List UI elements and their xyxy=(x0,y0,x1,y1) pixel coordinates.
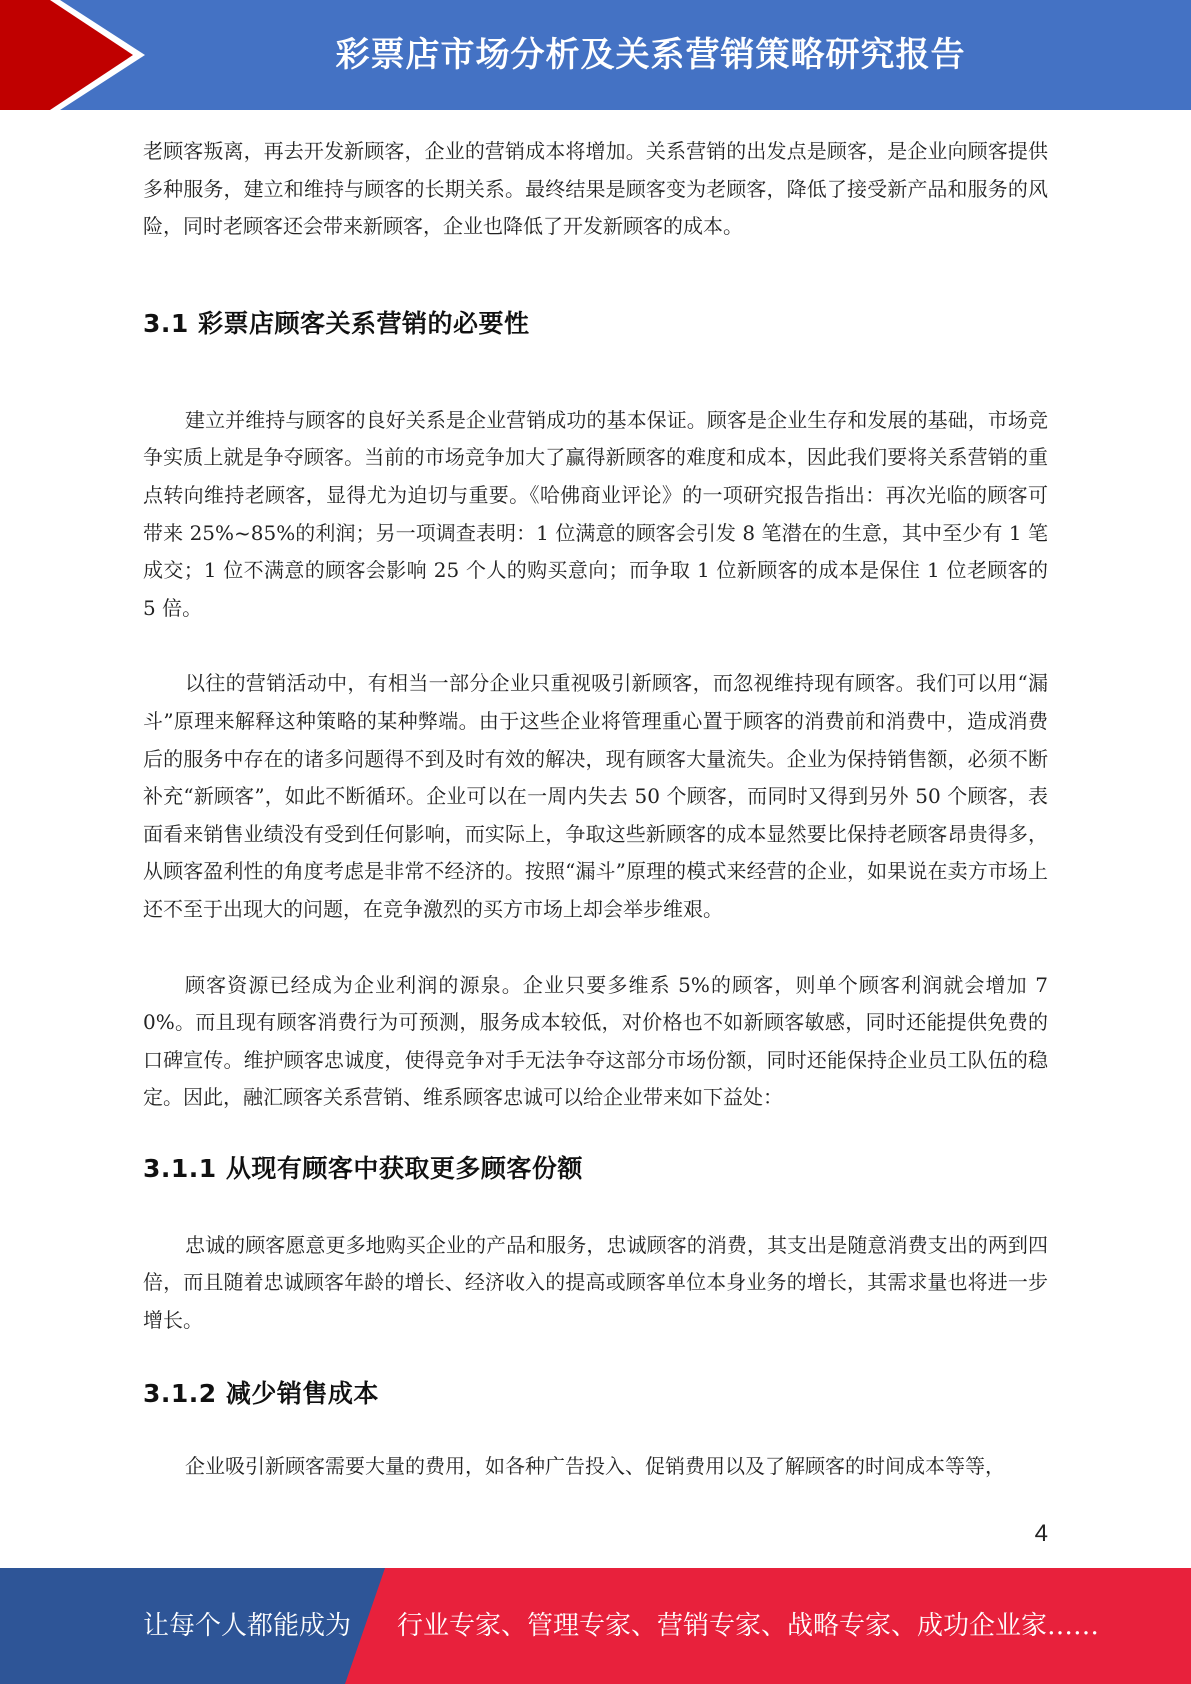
section-3-1-paragraph-2: 以往的营销活动中，有相当一部分企业只重视吸引新顾客，而忽视维持现有顾客。我们可以用“漏斗”原理来解释这种策略的某种弊端。由于这些企业将管理重心置于顾客的消费前和消费中，造成消费后的服务中存在的诸多问题得不到及时有效的解决，现有顾客大量流失。企业为保持销售额，必须不断补充“新顾客”，如此不断循环。企业可以在一周内失去 50 个顾客，而同时又得到另外 50 个顾客，表面看来销售业绩没有受到任何影响，而实际上，争取这些新顾客的成本显然要比保持老顾客昂贵得多，从顾客盈利性的角度考虑是非常不经济的。按照“漏斗”原理的模式来经营的企业，如果说在卖方市场上还不至于出现大的问题，在竞争激烈的买方市场上却会举步维艰。 xyxy=(143,671,1048,921)
footer-slogan-right: 行业专家、管理专家、营销专家、战略专家、成功企业家…… xyxy=(397,1611,1100,1641)
page-body xyxy=(143,133,1048,1485)
section-3-1-2-paragraph: 企业吸引新顾客需要大量的费用，如各种广告投入、促销费用以及了解顾客的时间成本等等， xyxy=(185,1453,1005,1478)
document-title: 彩票店市场分析及关系营销策略研究报告 xyxy=(335,35,966,75)
section-3-1-paragraph-1: 建立并维持与顾客的良好关系是企业营销成功的基本保证。顾客是企业生存和发展的基础，市场竞争实质上就是争夺顾客。当前的市场竞争加大了赢得新顾客的难度和成本，因此我们要将关系营销的重点转向维持老顾客，显得尤为迫切与重要。《哈佛商业评论》的一项研究报告指出：再次光临的顾客可带来 25%~85%的利润；另一项调查表明：1 位满意的顾客会引发 8 笔潜在的生意，其中至少有 1 笔成交；1 位不满意的顾客会影响 25 个人的购买意向；而争取 1 位新顾客的成本是保住 1 位老顾客的 5 倍。 xyxy=(143,407,1048,620)
page-footer xyxy=(0,1568,1191,1684)
page-header xyxy=(0,0,1191,110)
section-3-1-1-paragraph: 忠诚的顾客愿意更多地购买企业的产品和服务，忠诚顾客的消费，其支出是随意消费支出的两到四倍，而且随着忠诚顾客年龄的增长、经济收入的提高或顾客单位本身业务的增长，其需求量也将进一步增长。 xyxy=(143,1232,1048,1333)
section-3-1-heading: 3.1 彩票店顾客关系营销的必要性 xyxy=(143,308,530,338)
header-arrow-graphic xyxy=(0,0,160,110)
section-3-1-1-heading: 3.1.1 从现有顾客中获取更多顾客份额 xyxy=(143,1153,583,1183)
intro-paragraph: 老顾客叛离，再去开发新顾客，企业的营销成本将增加。关系营销的出发点是顾客，是企业向顾客提供多种服务，建立和维持与顾客的长期关系。最终结果是顾客变为老顾客，降低了接受新产品和服务的风险，同时老顾客还会带来新顾客，企业也降低了开发新顾客的成本。 xyxy=(143,139,1048,239)
section-3-1-paragraph-3: 顾客资源已经成为企业利润的源泉。企业只要多维系 5%的顾客，则单个顾客利润就会增加 70%。而且现有顾客消费行为可预测，服务成本较低，对价格也不如新顾客敏感，同时还能提供免费的口碑宣传。维护顾客忠诚度，使得竞争对手无法争夺这部分市场份额，同时还能保持企业员工队伍的稳定。因此，融汇顾客关系营销、维系顾客忠诚可以给企业带来如下益处： xyxy=(143,972,1048,1110)
section-3-1-2-heading: 3.1.2 减少销售成本 xyxy=(143,1378,379,1408)
footer-slogan-left: 让每个人都能成为 xyxy=(143,1611,352,1641)
page-number: 4 xyxy=(1034,1520,1048,1547)
